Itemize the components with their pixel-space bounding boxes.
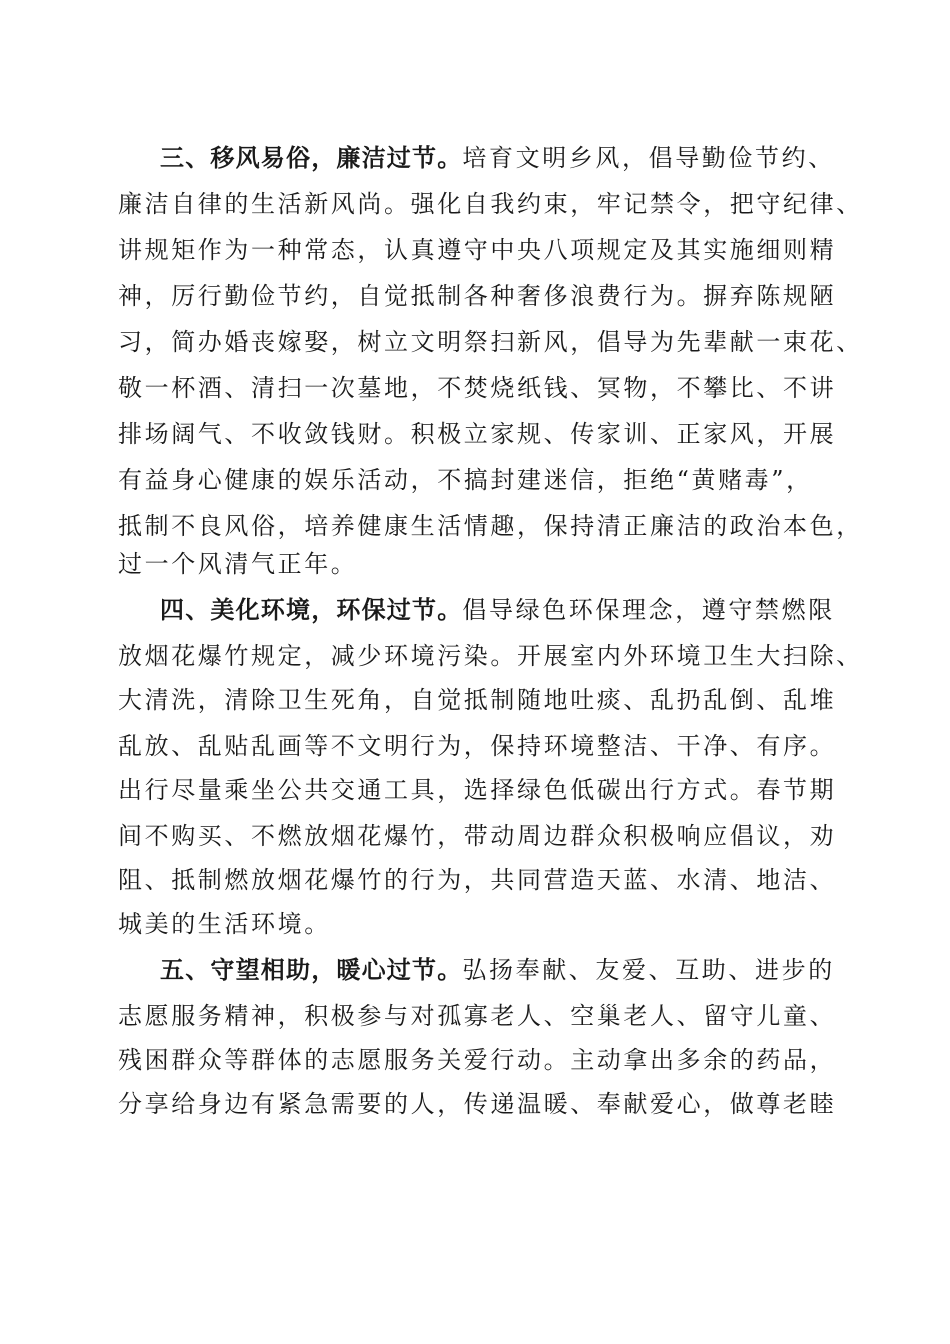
paragraph-4-line-6: 间不购买、不燃放烟花爆竹，带动周边群众积极响应倡议，劝: [118, 822, 837, 850]
paragraph-3-line-2: 廉洁自律的生活新风尚。强化自我约束，牢记禁令，把守纪律、: [118, 190, 863, 218]
paragraph-3-line-8: 有益身心健康的娱乐活动，不搞封建迷信，拒绝“黄赌毒”，: [118, 466, 813, 494]
paragraph-5-line-3: 残困群众等群体的志愿服务关爱行动。主动拿出多余的药品，: [118, 1046, 837, 1074]
paragraph-5-line-4: 分享给身边有紧急需要的人，传递温暖、奉献爱心，做尊老睦: [118, 1090, 837, 1118]
paragraph-3-line-1: [160, 138, 835, 178]
paragraph-3-line-9: 抵制不良风俗，培养健康生活情趣，保持清正廉洁的政治本色，: [118, 512, 863, 540]
paragraph-3-line-6: 敬一杯酒、清扫一次墓地，不焚烧纸钱、冥物，不攀比、不讲: [118, 374, 837, 402]
paragraph-3-line-7: 排场阔气、不收敛钱财。积极立家规、传家训、正家风，开展: [118, 420, 837, 448]
paragraph-4-text: 倡导绿色环保理念，遵守禁燃限: [462, 596, 835, 624]
paragraph-4-line-3: 大清洗，清除卫生死角，自觉抵制随地吐痰、乱扔乱倒、乱堆: [118, 686, 837, 714]
paragraph-3-line-3: 讲规矩作为一种常态，认真遵守中央八项规定及其实施细则精: [118, 236, 837, 264]
paragraph-4-heading: 四、美化环境，环保过节。: [160, 596, 463, 624]
paragraph-5-line-2: 志愿服务精神，积极参与对孤寡老人、空巢老人、留守儿童、: [118, 1002, 837, 1030]
paragraph-4-line-2: 放烟花爆竹规定，减少环境污染。开展室内外环境卫生大扫除、: [118, 642, 863, 670]
paragraph-4-line-5: 出行尽量乘坐公共交通工具，选择绿色低碳出行方式。春节期: [118, 776, 837, 804]
paragraph-3-line-10: 过一个风清气正年。: [118, 550, 358, 578]
paragraph-4-line-4: 乱放、乱贴乱画等不文明行为，保持环境整洁、干净、有序。: [118, 732, 837, 760]
paragraph-3-line-5: 习，简办婚丧嫁娶，树立文明祭扫新风，倡导为先辈献一束花、: [118, 328, 863, 356]
paragraph-3-heading: 三、移风易俗，廉洁过节。: [160, 144, 463, 172]
paragraph-4-line-8: 城美的生活环境。: [118, 910, 331, 938]
paragraph-3-line-4: 神，厉行勤俭节约，自觉抵制各种奢侈浪费行为。摒弃陈规陋: [118, 282, 837, 310]
paragraph-4-line-1: [160, 590, 835, 630]
paragraph-4-line-7: 阻、抵制燃放烟花爆竹的行为，共同营造天蓝、水清、地洁、: [118, 866, 837, 894]
paragraph-5-heading: 五、守望相助，暖心过节。: [160, 956, 463, 984]
paragraph-5-line-1: [160, 950, 835, 990]
paragraph-5-text: 弘扬奉献、友爱、互助、进步的: [462, 956, 835, 984]
paragraph-3-text: 培育文明乡风，倡导勤俭节约、: [462, 144, 835, 172]
